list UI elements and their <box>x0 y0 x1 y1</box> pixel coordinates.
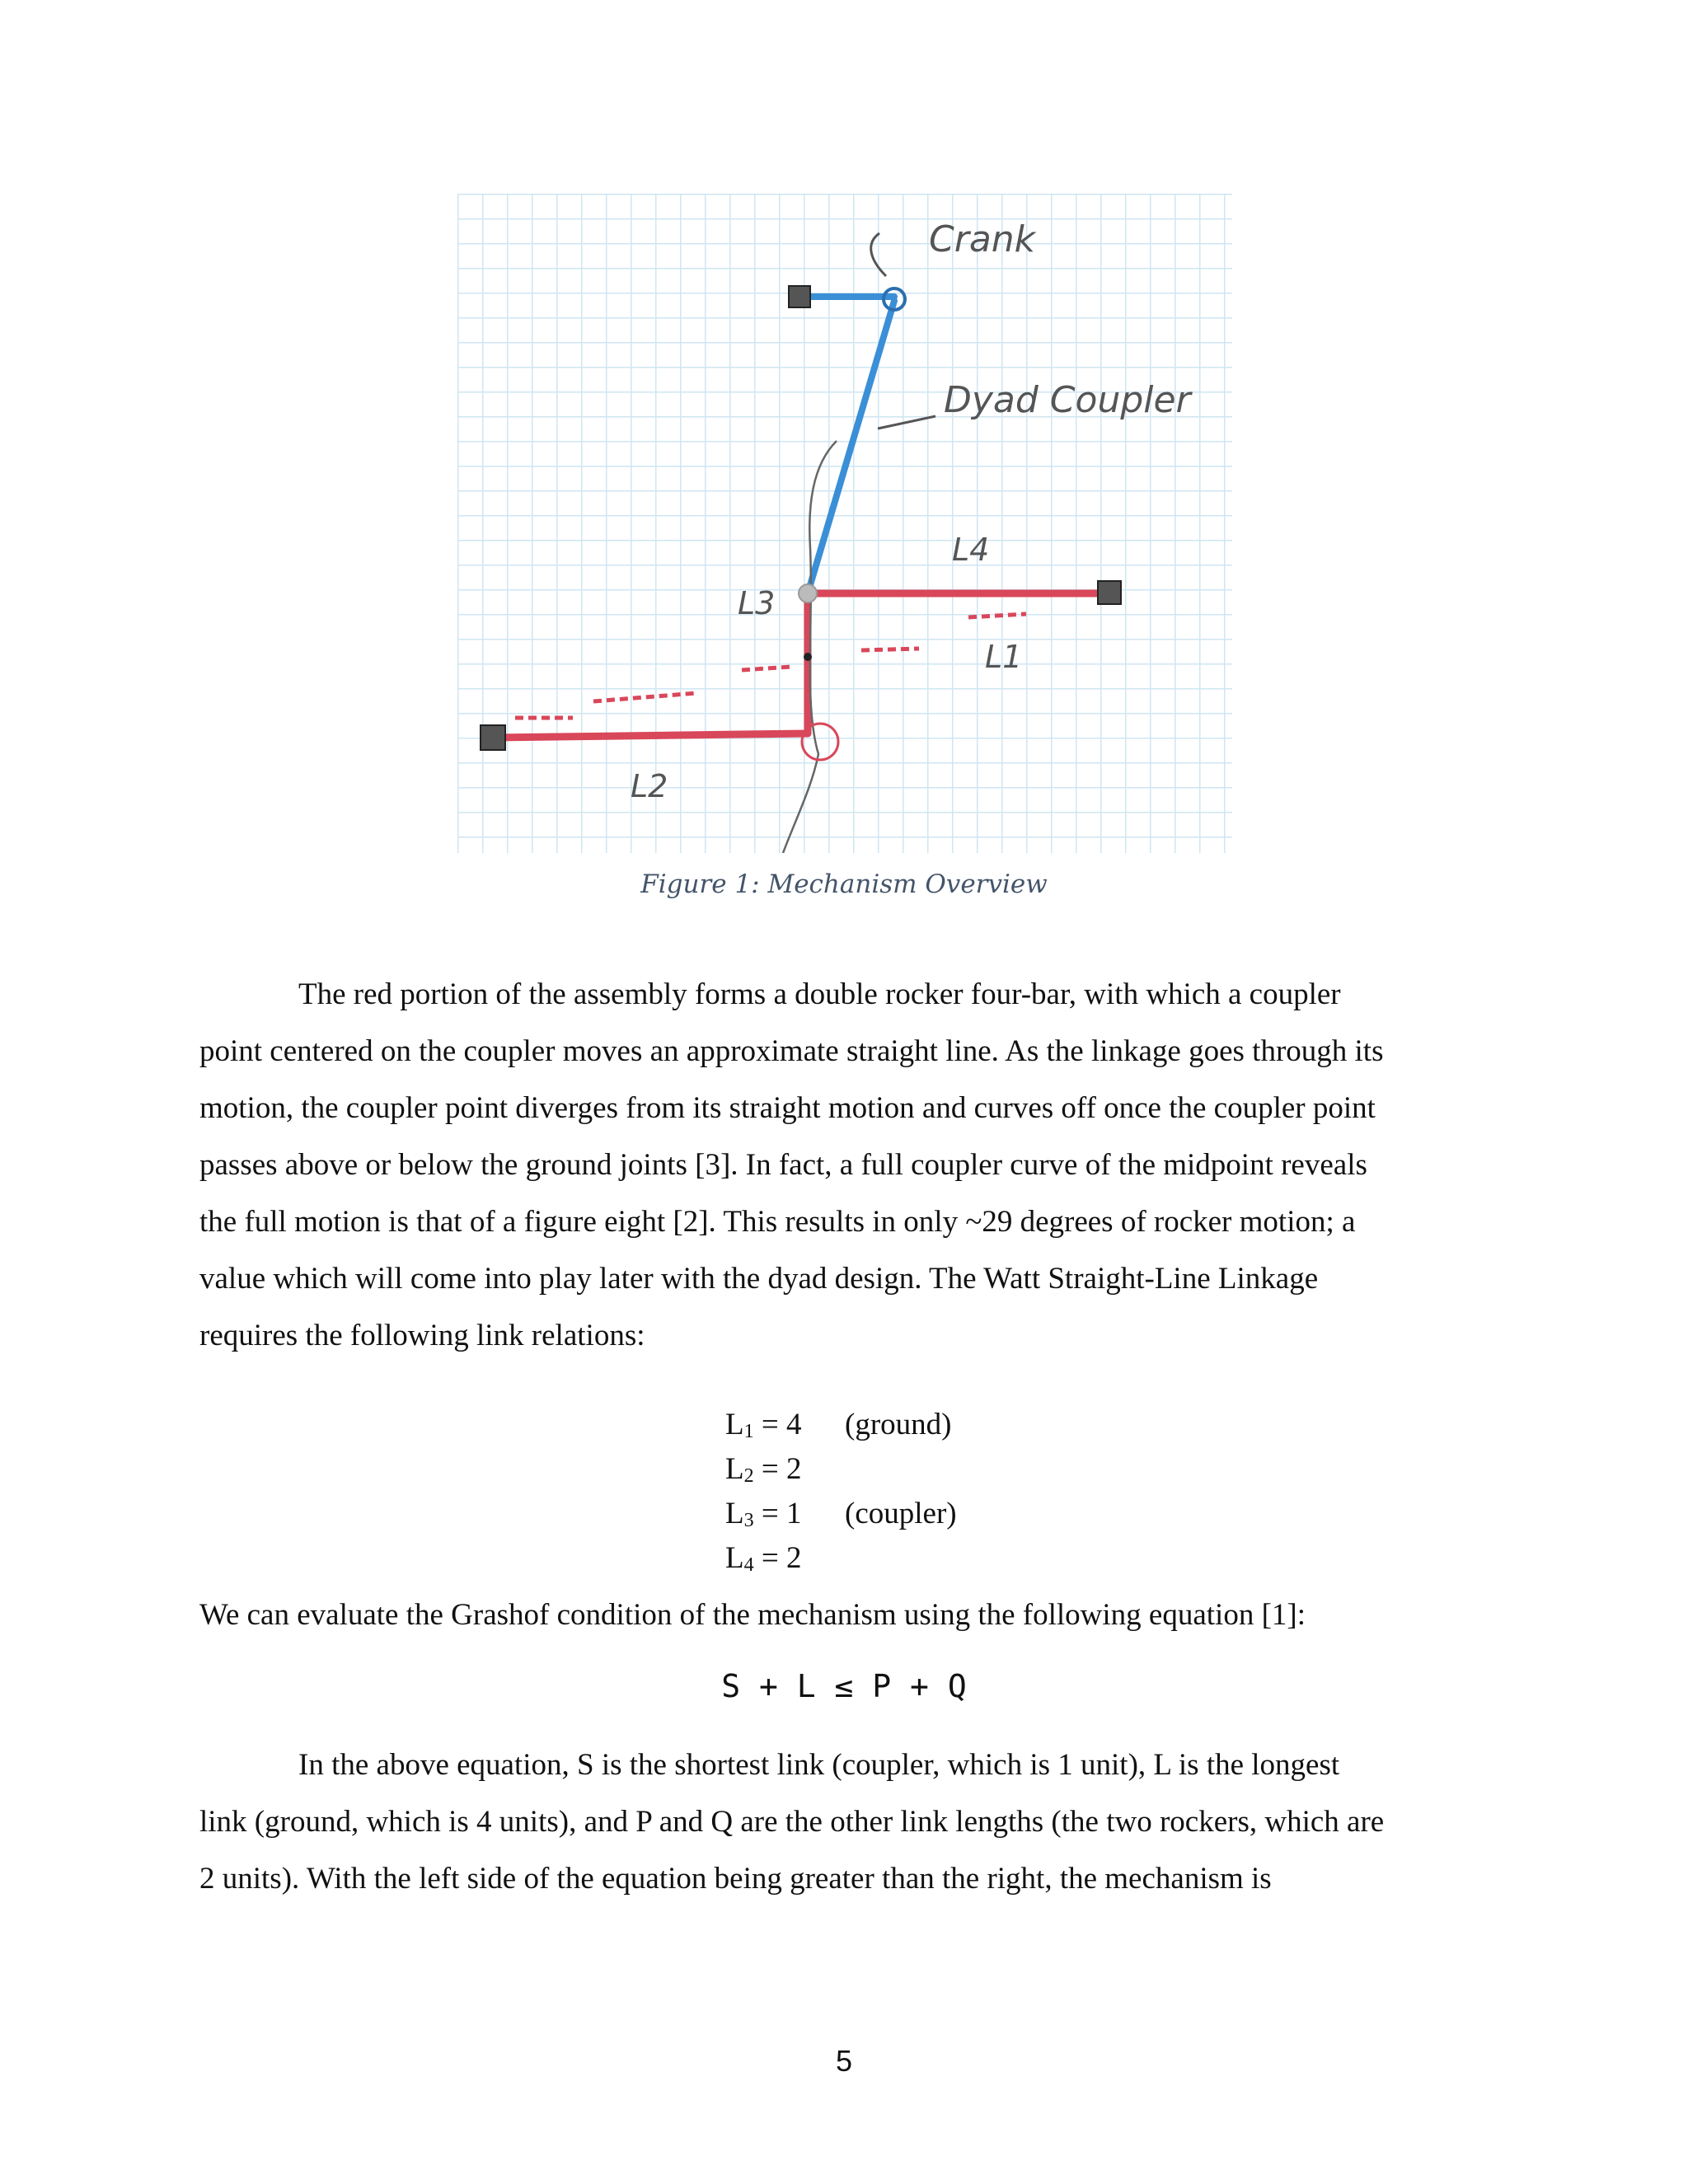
paragraph-grashof <box>199 1736 1490 1907</box>
l2-label: L2 <box>631 768 668 804</box>
text-line: We can evaluate the Grashof condition of the mechanism using the following equation [1]: <box>199 1598 1306 1632</box>
grashof-intro <box>199 1586 1490 1643</box>
l4-label: L4 <box>952 532 990 568</box>
graph-paper-background <box>457 194 1232 853</box>
text-line: passes above or below the ground joints [3]. In fact, a full coupler curve of the midpoint reveals <box>199 1148 1367 1182</box>
text-line: value which will come into play later with the dyad design. The Watt Straight-Line Linkage <box>199 1262 1319 1296</box>
mechanism-figure <box>457 194 1232 853</box>
grashof-equation: S + L ≤ P + Q <box>721 1668 967 1704</box>
page-number: 5 <box>835 2044 853 2078</box>
l3-label: L3 <box>738 585 776 621</box>
link-note: (ground) <box>845 1408 952 1441</box>
mechanism-sketch <box>457 194 1232 853</box>
coupler-midpoint <box>804 653 812 661</box>
text-line: In the above equation, S is the shortest link (coupler, which is 1 unit), L is the longest <box>298 1748 1340 1782</box>
text-line: 2 units). With the left side of the equation being greater than the right, the mechanism is <box>199 1862 1272 1896</box>
right-ground-joint <box>1098 581 1121 604</box>
text-line: the full motion is that of a figure eight [2]. This results in only ~29 degrees of rocker motion; a <box>199 1205 1356 1239</box>
link-relation-row: $L_2 = 2$ <box>725 1452 802 1487</box>
link-relations <box>725 1406 957 1584</box>
crank-ground-joint <box>789 286 810 307</box>
link-relation-row: $L_3 = 1$ (coupler) <box>725 1495 957 1540</box>
dyad-coupler-label: Dyad Coupler <box>944 379 1191 421</box>
rocker-l2 <box>490 733 808 738</box>
paragraph-watt-linkage <box>199 966 1490 1364</box>
l1-label: L1 <box>985 639 1023 675</box>
left-ground-joint <box>481 725 505 750</box>
link-relation-row: $L_1 = 4$ (ground) <box>725 1406 957 1451</box>
text-line: link (ground, which is 4 units), and P and Q are the other link lengths (the two rockers, which are <box>199 1805 1385 1839</box>
figure-caption: Figure 1: Mechanism Overview <box>640 869 1048 899</box>
link-relation-row: $L_4 = 2$ <box>725 1541 802 1576</box>
text-line: The red portion of the assembly forms a double rocker four-bar, with which a coupler <box>298 977 1341 1011</box>
crank-label: Crank <box>929 218 1036 260</box>
text-line: requires the following link relations: <box>199 1319 645 1352</box>
link-note: (coupler) <box>845 1497 957 1530</box>
text-line: point centered on the coupler moves an approximate straight line. As the linkage goes through its <box>199 1034 1384 1068</box>
text-line: motion, the coupler point diverges from its straight motion and curves off once the coupler point <box>199 1091 1376 1125</box>
coupler-upper-joint <box>799 584 817 602</box>
